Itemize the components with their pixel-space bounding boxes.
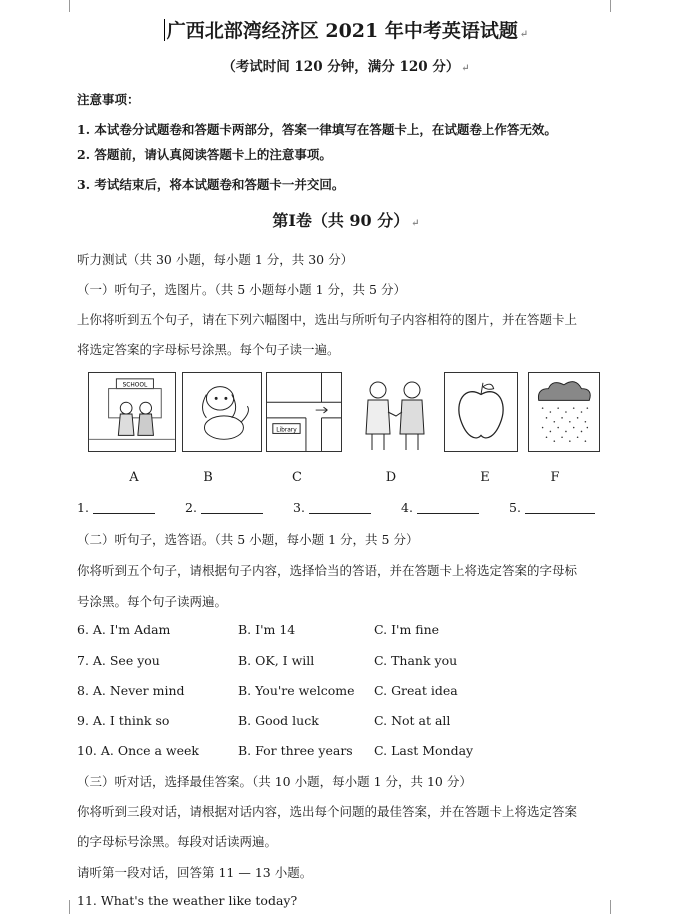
picture-sign-text: Library (276, 427, 297, 434)
question-option: C. Great idea (374, 683, 458, 698)
question-option: 6. A. I'm Adam (77, 622, 171, 637)
picture-rain (528, 372, 600, 452)
picture-label: A (129, 470, 139, 485)
question-option: C. Not at all (374, 713, 451, 728)
part2-heading: （二）听句子，选答语。（共 5 小题，每小题 1 分，共 5 分） (77, 532, 419, 547)
question-option: 9. A. I think so (77, 713, 170, 728)
blank-line[interactable] (525, 502, 595, 514)
notes-item: 2. 答题前，请认真阅读答题卡上的注意事项。 (77, 147, 332, 162)
part2-instruction: 你将听到五个句子，请根据句子内容，选择恰当的答语，并在答题卡上将选定答案的字母标 (77, 563, 578, 578)
question-option: C. Last Monday (374, 743, 474, 758)
part3-instruction: 的字母标号涂黑。每段对话读两遍。 (77, 834, 278, 849)
page-corner-mark (610, 900, 624, 914)
question-option: B. I'm 14 (238, 622, 296, 637)
picture-dog (182, 372, 262, 452)
question-option: 10. A. Once a week (77, 743, 199, 758)
question-option: B. OK, I will (238, 653, 315, 668)
dialogue-prompt: 请听第一段对话，回答第 11 — 13 小题。 (77, 865, 313, 880)
picture-label: C (292, 470, 302, 485)
answer-blank[interactable]: 2. (185, 500, 263, 515)
answer-blank[interactable]: 4. (401, 500, 479, 515)
answer-blank[interactable]: 5. (509, 500, 595, 515)
question-option: B. For three years (238, 743, 353, 758)
picture-school-kids (88, 372, 176, 452)
picture-label: F (550, 470, 560, 485)
notes-item: 3. 考试结束后，将本试题卷和答题卡一并交回。 (77, 177, 345, 192)
question-option: 7. A. See you (77, 653, 160, 668)
part1-heading: （一）听句子，选图片。（共 5 小题每小题 1 分，共 5 分） (77, 282, 406, 297)
picture-handshake (350, 372, 440, 452)
part1-instruction: 将选定答案的字母标号涂黑。每个句子读一遍。 (77, 342, 340, 357)
section-title: 第I卷（共 90 分） ↵ (272, 211, 420, 230)
picture-label: D (385, 470, 397, 485)
picture-apple (444, 372, 518, 452)
page-corner-mark (56, 0, 70, 12)
part2-instruction: 号涂黑。每个句子读两遍。 (77, 594, 228, 609)
question-option: C. I'm fine (374, 622, 440, 637)
picture-sign-text: SCHOOL (122, 382, 148, 389)
text-cursor (164, 19, 165, 41)
part3-instruction: 你将听到三段对话，请根据对话内容，选出每个问题的最佳答案，并在答题卡上将选定答案 (77, 804, 578, 819)
question-11: 11. What's the weather like today? (77, 893, 298, 908)
answer-blank[interactable]: 3. (293, 500, 371, 515)
answer-blank[interactable]: 1. (77, 500, 155, 515)
page-corner-mark (56, 900, 70, 914)
picture-library-map (266, 372, 342, 452)
blank-line[interactable] (309, 502, 371, 514)
page-corner-mark (610, 0, 624, 12)
page-subtitle: （考试时间 120 分钟，满分 120 分） ↵ (222, 59, 470, 75)
blank-line[interactable] (93, 502, 155, 514)
blank-line[interactable] (201, 502, 263, 514)
question-option: B. Good luck (238, 713, 319, 728)
page-title: 广西北部湾经济区 2021 年中考英语试题 ↵ (0, 16, 692, 43)
question-option: 8. A. Never mind (77, 683, 185, 698)
part3-heading: （三）听对话，选择最佳答案。（共 10 小题，每小题 1 分，共 10 分） (77, 774, 472, 789)
picture-label: B (203, 470, 213, 485)
question-option: C. Thank you (374, 653, 458, 668)
part1-instruction: 上你将听到五个句子，请在下列六幅图中，选出与所听句子内容相符的图片，并在答题卡上 (77, 312, 578, 327)
notes-heading: 注意事项： (77, 92, 140, 107)
notes-item: 1. 本试卷分试题卷和答题卡两部分，答案一律填写在答题卡上，在试题卷上作答无效。 (77, 122, 557, 137)
question-option: B. You're welcome (238, 683, 355, 698)
picture-label: E (480, 470, 490, 485)
listening-intro: 听力测试（共 30 小题，每小题 1 分，共 30 分） (77, 252, 354, 267)
blank-line[interactable] (417, 502, 479, 514)
